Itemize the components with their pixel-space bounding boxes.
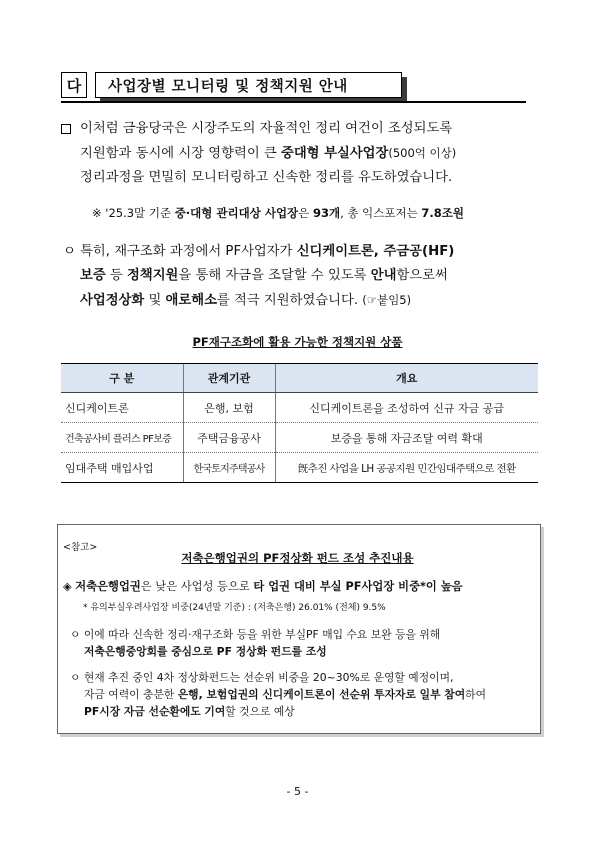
reference-tag: <참고>	[63, 542, 98, 553]
table-caption: PF재구조화에 활용 가능한 정책지원 상품	[192, 335, 403, 349]
table-cell: 신디케이트론을 조성하여 신규 자금 공급	[275, 393, 538, 423]
table-cell: 신디케이트론	[61, 393, 183, 423]
section-letter: 다	[61, 72, 87, 98]
diamond-bullet-icon: ◈	[63, 580, 72, 593]
table-row	[61, 393, 538, 423]
paragraph-main	[80, 117, 540, 190]
reference-item-2: ㅇ 현재 추진 중인 4차 정상화펀드는 선순위 비중을 20~30%로 운영할 예정이며, 자금 여력이 충분한 은행, 보험업권의 신디케이트론이 선순위 투자자로 일부 참여하여 PF시장 자금 선순환에도 기여할 것으로 예상	[70, 671, 486, 718]
reference-bullet: ◈ 저축은행업권은 낮은 사업성 등으로 타 업권 대비 부실 PF사업장 비중*이 높음	[63, 580, 463, 593]
table-row	[61, 423, 538, 453]
table-header-row	[61, 364, 538, 393]
para1-line2: 지원함과 동시에 시장 영향력이 큰 중대형 부실사업장(500억 이상)	[80, 146, 457, 161]
para2-line3: 사업정상화 및 애로해소를 적극 지원하였습니다. (☞붙임5)	[80, 293, 412, 308]
table-cell: 은행, 보험	[183, 393, 275, 423]
table-cell: 임대주택 매입사업	[61, 453, 183, 483]
policy-support-table	[61, 363, 538, 483]
header-summary: 개요	[275, 364, 538, 393]
reference-item-1: ㅇ 이에 따라 신속한 정리·재구조화 등을 위한 부실PF 매입 수요 보완 등을 위해 저축은행중앙회를 중심으로 PF 정상화 펀드를 조성	[70, 628, 441, 658]
section-divider	[61, 101, 526, 103]
reference-footnote: * 유의부실우려사업장 비중(24년말 기준) : (저축은행) 26.01% (전체) 9.5%	[83, 603, 386, 613]
table-cell: 한국토지주택공사	[183, 453, 275, 483]
header-category: 구 분	[61, 364, 183, 393]
note-line: ※ '25.3말 기준 중·대형 관리대상 사업장은 93개, 총 익스포저는 7.8조원	[92, 206, 464, 220]
para1-line3: 정리과정을 면밀히 모니터링하고 신속한 정리를 유도하였습니다.	[80, 170, 453, 185]
table-cell: 보증을 통해 자금조달 여력 확대	[275, 423, 538, 453]
table-cell: 旣추진 사업을 LH 공공지원 민간임대주택으로 전환	[275, 453, 538, 483]
page-number: - 5 -	[286, 785, 309, 798]
section-title: 사업장별 모니터링 및 정책지원 안내	[95, 72, 402, 98]
header-agency: 관계기관	[183, 364, 275, 393]
para2-line2: 보증 등 정책지원을 통해 자금을 조달할 수 있도록 안내함으로써	[80, 268, 448, 283]
reference-title: 저축은행업권의 PF정상화 펀드 조성 추진내용	[181, 551, 414, 565]
square-bullet-icon	[61, 124, 71, 134]
para2-line1: ㅇ 특히, 재구조화 과정에서 PF사업자가 신디케이트론, 주금공(HF)	[63, 244, 455, 259]
table-cell: 주택금융공사	[183, 423, 275, 453]
table-row	[61, 453, 538, 483]
paragraph-special	[63, 240, 543, 313]
table-cell: 건축공사비 플러스 PF보증	[61, 423, 183, 453]
para1-line1: 이처럼 금융당국은 시장주도의 자율적인 정리 여건이 조성되도록	[80, 121, 453, 136]
